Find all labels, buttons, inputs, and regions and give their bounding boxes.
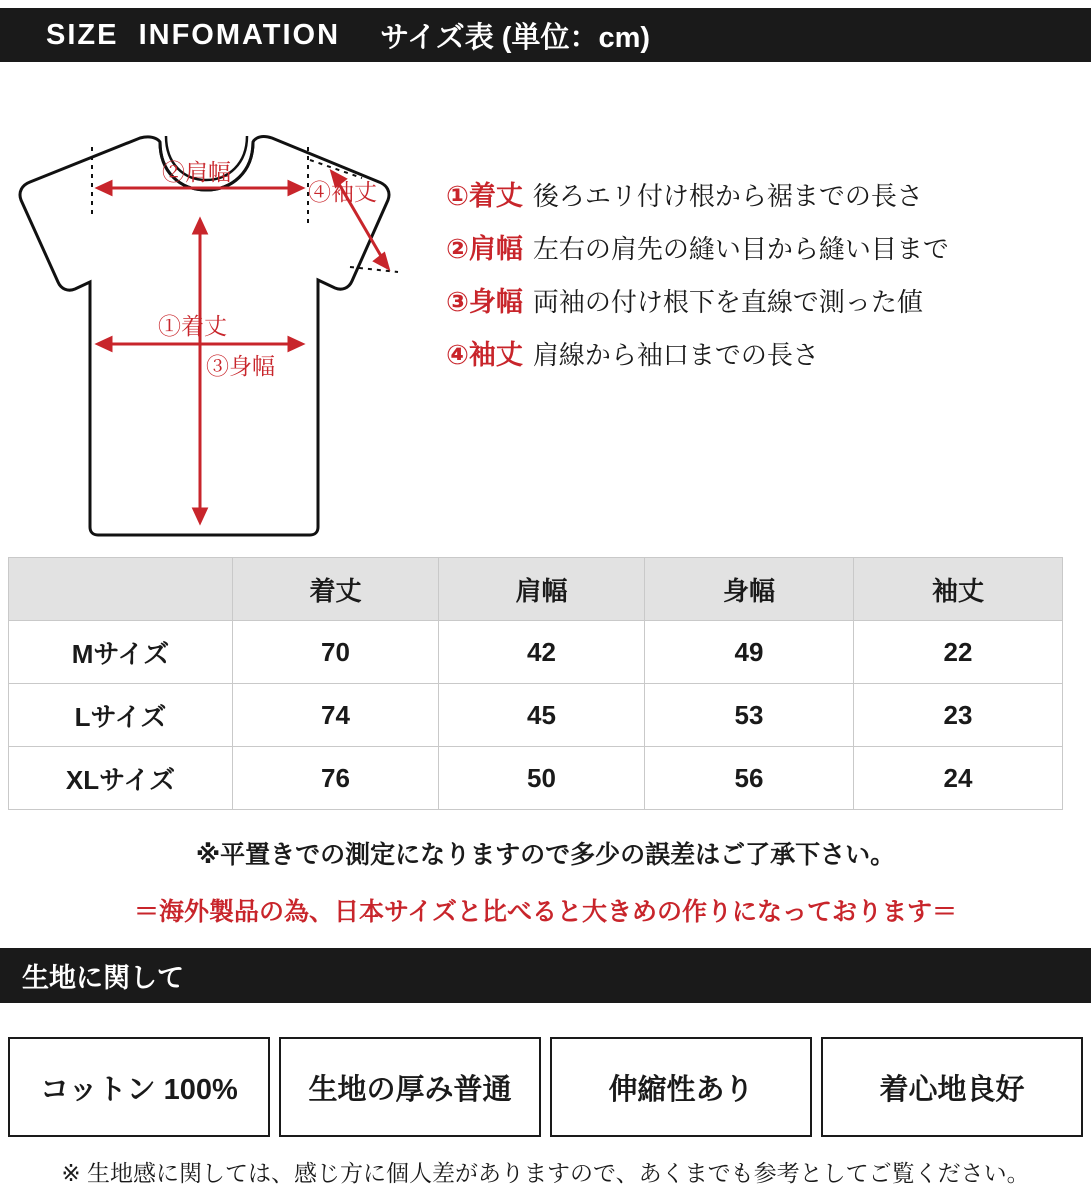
table-header-cell-blank xyxy=(9,558,233,621)
measurement-note: ※平置きでの測定になりますので多少の誤差はご了承下さい。 xyxy=(195,841,896,869)
table-row xyxy=(9,684,1063,747)
fabric-attribute-stretch: 伸縮性あり xyxy=(550,1037,812,1137)
fabric-attribute-list xyxy=(8,1037,1083,1137)
legend-key: ④袖丈 xyxy=(446,340,523,370)
legend-key: ①着丈 xyxy=(446,181,523,211)
legend-item xyxy=(446,280,1086,319)
legend-description: 肩線から袖口までの長さ xyxy=(532,340,819,370)
legend-description: 両袖の付け根下を直線で測った値 xyxy=(532,287,923,317)
table-cell-sleeve: 22 xyxy=(854,621,1063,684)
legend-key: ③身幅 xyxy=(446,287,523,317)
header-title-en: SIZE INFOMATION xyxy=(46,18,341,51)
table-cell-length: 76 xyxy=(233,747,439,810)
table-header-cell-length: 着丈 xyxy=(233,558,439,621)
oversize-note: ＝海外製品の為、日本サイズと比べると大きめの作りになっております＝ xyxy=(133,898,957,926)
svg-text:②肩幅: ②肩幅 xyxy=(162,159,231,185)
legend-item xyxy=(446,174,1086,213)
table-cell-length: 74 xyxy=(233,684,439,747)
table-cell-size: Lサイズ xyxy=(9,684,233,747)
table-cell-shoulder: 42 xyxy=(439,621,645,684)
table-row xyxy=(9,747,1063,810)
legend-key: ②肩幅 xyxy=(446,234,523,264)
table-cell-size: XLサイズ xyxy=(9,747,233,810)
measurement-legend xyxy=(446,174,1086,386)
table-cell-length: 70 xyxy=(233,621,439,684)
fabric-attribute-material: コットン 100% xyxy=(8,1037,270,1137)
table-cell-shoulder: 45 xyxy=(439,684,645,747)
size-table xyxy=(8,557,1063,810)
table-cell-shoulder: 50 xyxy=(439,747,645,810)
legend-item xyxy=(446,333,1086,372)
table-header-cell-chest: 身幅 xyxy=(645,558,854,621)
table-row xyxy=(9,621,1063,684)
table-header-cell-sleeve: 袖丈 xyxy=(854,558,1063,621)
header-title-jp: サイズ表 (単位：cm) xyxy=(380,21,651,54)
table-header-cell-shoulder: 肩幅 xyxy=(439,558,645,621)
fabric-section-title: 生地に関して xyxy=(0,948,1091,1003)
svg-text:④袖丈: ④袖丈 xyxy=(308,179,377,205)
table-cell-chest: 56 xyxy=(645,747,854,810)
legend-item xyxy=(446,227,1086,266)
table-cell-size: Mサイズ xyxy=(9,621,233,684)
fabric-attribute-thickness: 生地の厚み普通 xyxy=(279,1037,541,1137)
fabric-attribute-comfort: 着心地良好 xyxy=(821,1037,1083,1137)
fabric-note: ※ 生地感に関しては、感じ方に個人差がありますので、あくまでも参考としてご覧ください。 xyxy=(61,1160,1030,1186)
table-cell-chest: 53 xyxy=(645,684,854,747)
table-cell-sleeve: 23 xyxy=(854,684,1063,747)
svg-text:③身幅: ③身幅 xyxy=(206,353,275,379)
page-header-bar xyxy=(0,8,1091,62)
svg-text:①着丈: ①着丈 xyxy=(158,313,227,339)
table-cell-chest: 49 xyxy=(645,621,854,684)
tshirt-diagram-icon xyxy=(10,72,440,542)
table-header-row xyxy=(9,558,1063,621)
legend-description: 後ろエリ付け根から裾までの長さ xyxy=(532,181,923,211)
measurement-diagram-area xyxy=(0,62,1091,547)
legend-description: 左右の肩先の縫い目から縫い目まで xyxy=(532,234,949,264)
table-cell-sleeve: 24 xyxy=(854,747,1063,810)
